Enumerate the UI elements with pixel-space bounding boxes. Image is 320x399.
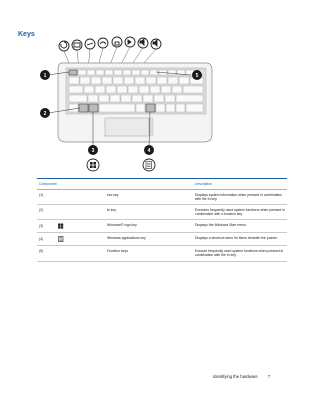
- row-component: fn key: [107, 207, 117, 212]
- callout-3: 3: [91, 148, 95, 154]
- header-component: Component: [39, 182, 57, 186]
- row-number: (1): [39, 192, 44, 197]
- row-description: Displays system information when pressed in combination with the fn key.: [195, 192, 283, 202]
- page-footer: [213, 374, 270, 379]
- components-table: [37, 178, 287, 262]
- page-heading: Keys: [18, 31, 35, 38]
- header-description: Description: [195, 182, 212, 186]
- row-component: Windows® logo key: [107, 222, 137, 227]
- table-row: [37, 220, 287, 233]
- table-row: [37, 233, 287, 246]
- callout-2: 2: [43, 111, 47, 117]
- table-header: [37, 179, 287, 190]
- callout-4: 4: [147, 148, 151, 154]
- row-number: (4): [39, 236, 44, 241]
- row-number: (3): [39, 223, 44, 228]
- windows-logo-icon: [57, 223, 65, 229]
- row-description: Displays the Windows Start menu.: [195, 222, 247, 227]
- page-number: 7: [267, 374, 271, 379]
- function-key-icons: [59, 37, 161, 51]
- row-description: Displays a shortcut menu for items beneath the pointer.: [195, 235, 278, 240]
- row-component: Windows applications key: [107, 235, 146, 240]
- row-number: (5): [39, 248, 44, 253]
- row-number: (2): [39, 207, 44, 212]
- table-row: [37, 246, 287, 261]
- callout-5: 5: [195, 73, 199, 79]
- callout-1: 1: [43, 73, 47, 79]
- touchpad: [105, 118, 149, 136]
- footer-section-title: Identifying the hardware: [213, 374, 258, 379]
- applications-menu-icon: [57, 236, 65, 242]
- table-row: [37, 205, 287, 220]
- row-description: Executes frequently used system functions when pressed in combination with a function key.: [195, 207, 285, 217]
- table-row: [37, 190, 287, 205]
- keyboard-figure: [0, 0, 300, 185]
- row-component: esc key: [107, 192, 119, 197]
- row-component: Function keys: [107, 248, 128, 253]
- bottom-key-icons: [87, 159, 155, 171]
- row-description: Execute frequently used system functions when pressed in combination with the fn key.: [195, 248, 284, 258]
